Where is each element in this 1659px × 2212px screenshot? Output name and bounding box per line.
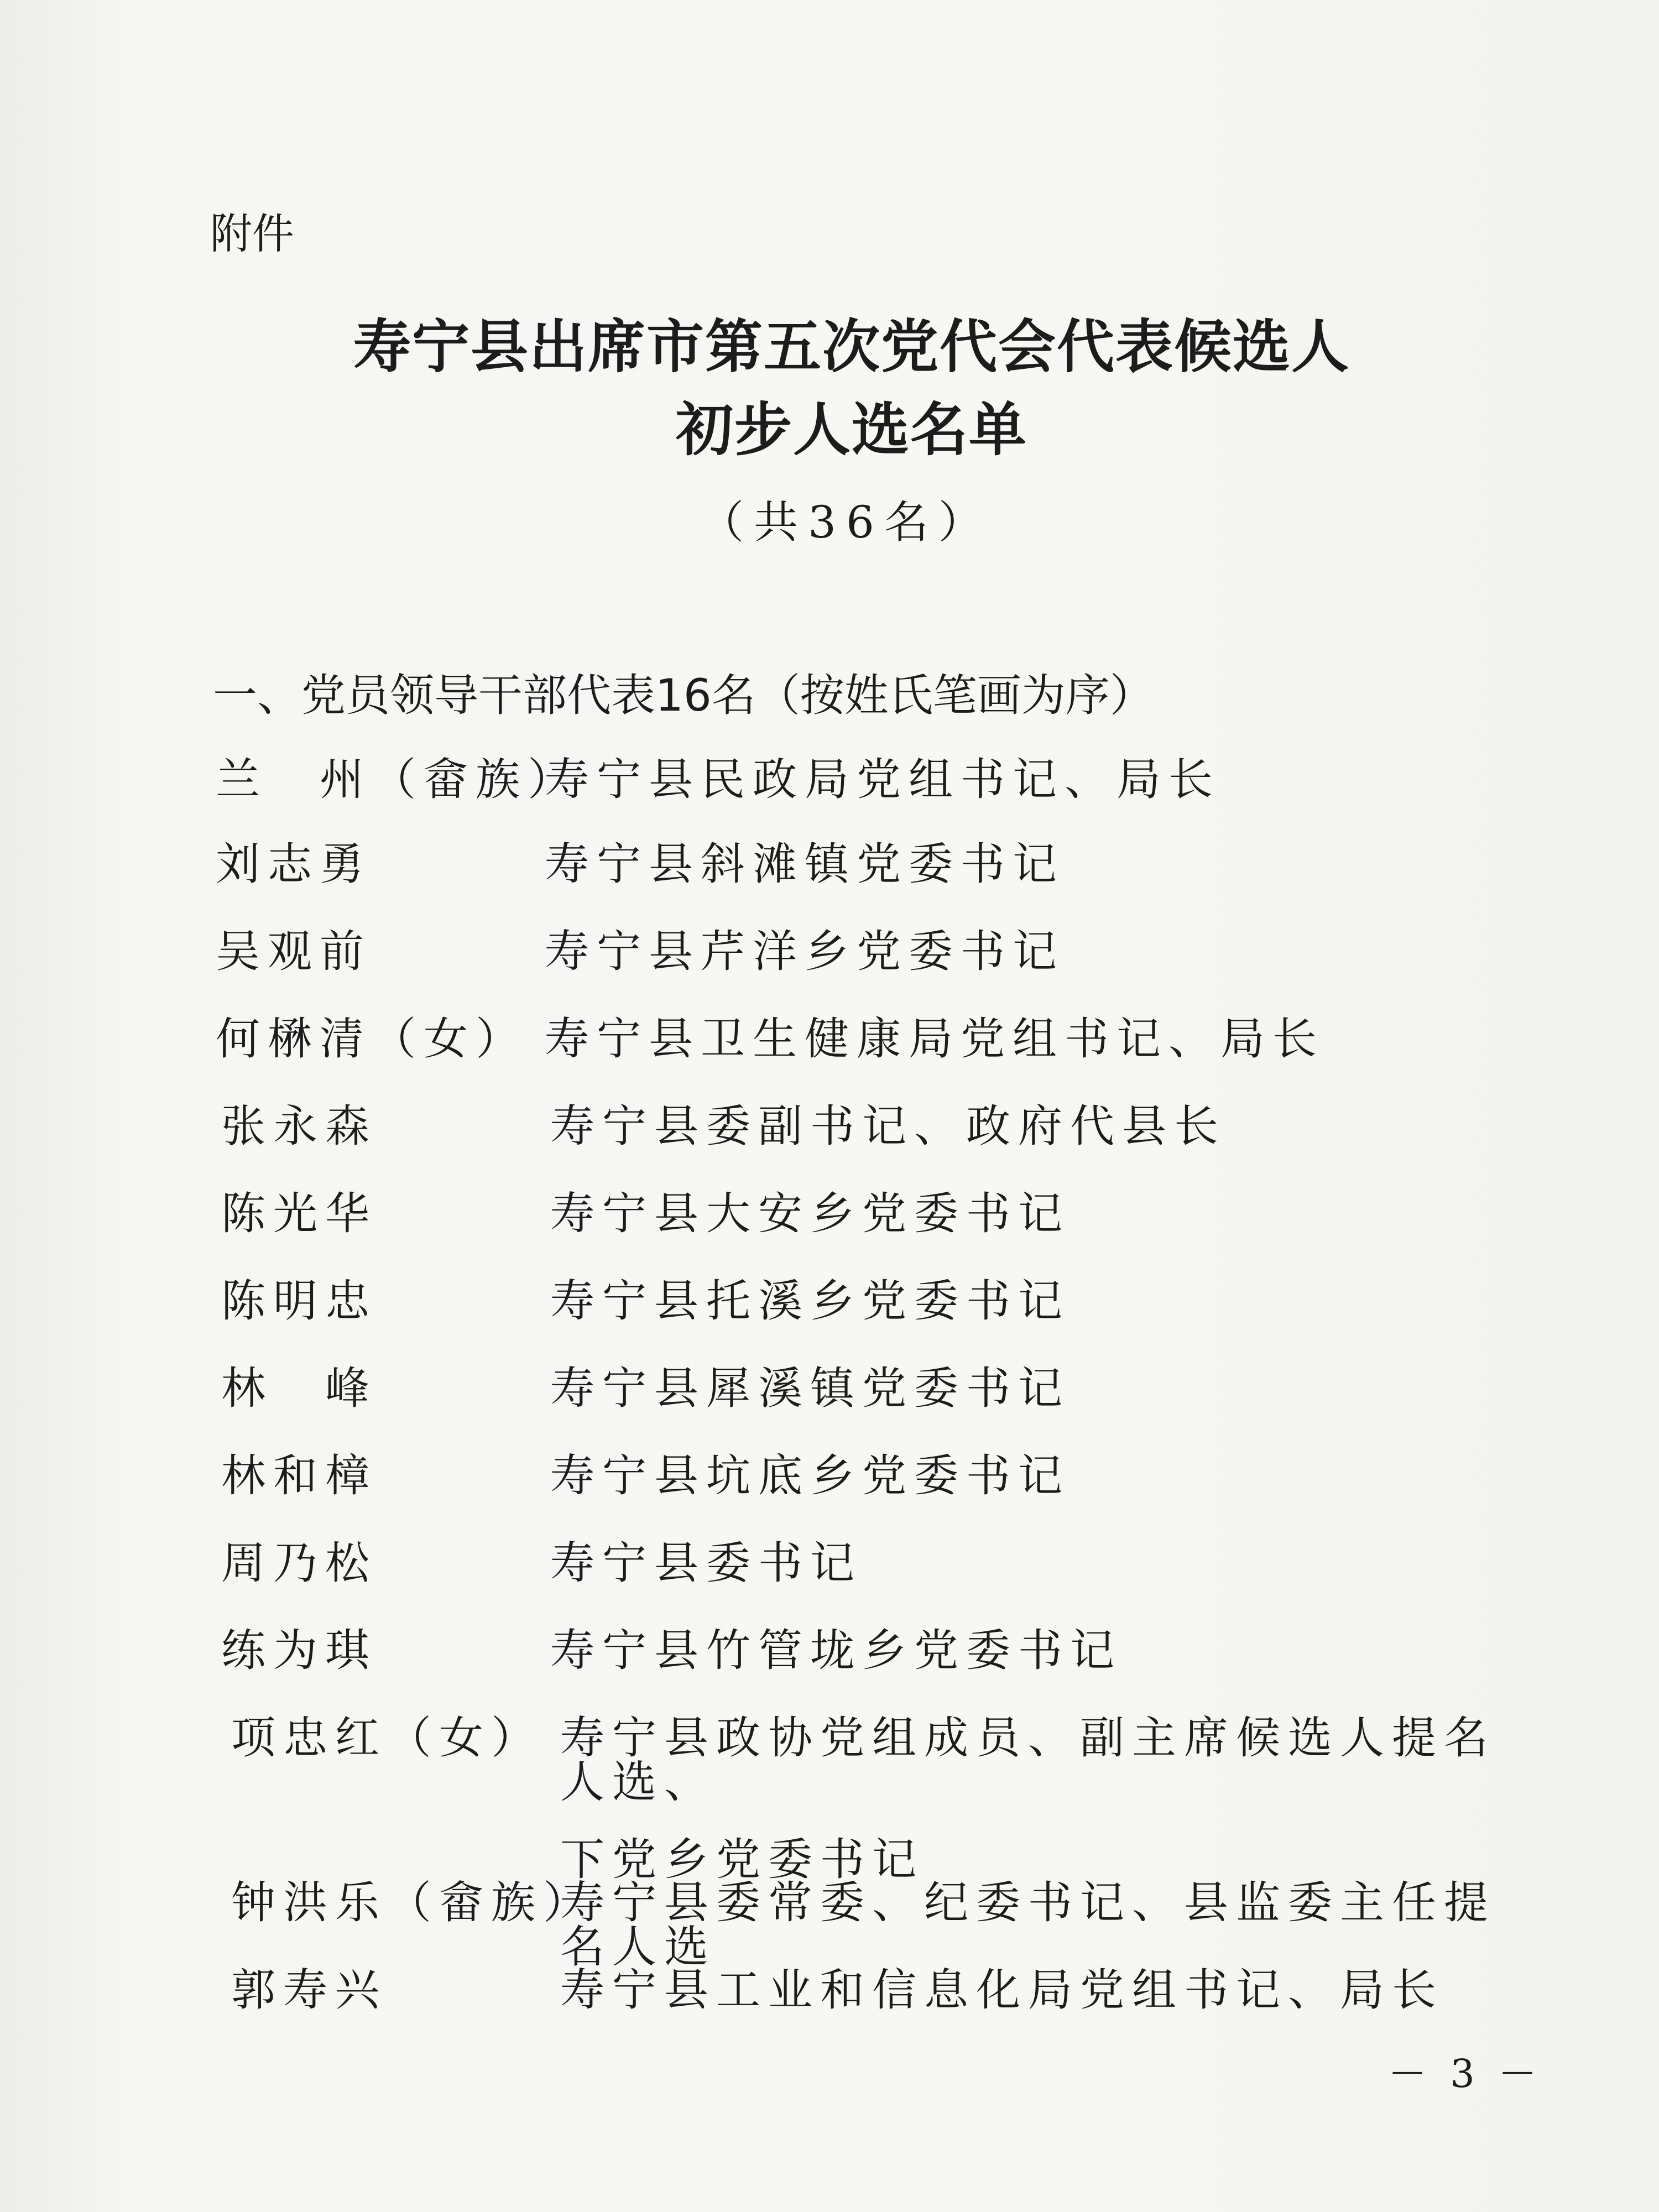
candidate-row bbox=[216, 926, 1515, 977]
candidate-row bbox=[231, 1964, 1531, 2016]
candidate-position-line1: 寿宁县竹管垅乡党委书记 bbox=[550, 1625, 1122, 1676]
candidate-name: 项忠红（女） bbox=[231, 1712, 543, 1764]
candidate-position-line1: 寿宁县卫生健康局党组书记、局长 bbox=[545, 1013, 1324, 1065]
candidate-name: 郭寿兴 bbox=[231, 1964, 387, 2016]
candidate-position bbox=[550, 1537, 1521, 1589]
candidate-count-note: （共36名） bbox=[700, 497, 993, 548]
candidate-position bbox=[560, 1964, 1531, 2016]
candidate-position-line1: 寿宁县坑底乡党委书记 bbox=[550, 1450, 1070, 1501]
attachment-label: 附件 bbox=[210, 209, 294, 258]
candidate-position bbox=[560, 1877, 1531, 1973]
section-heading: 一、党员领导干部代表16名（按姓氏笔画为序） bbox=[213, 670, 1154, 721]
candidate-row bbox=[231, 1712, 1531, 1885]
candidate-position bbox=[545, 1013, 1515, 1065]
candidate-position bbox=[545, 754, 1515, 805]
candidate-position bbox=[545, 838, 1515, 890]
candidate-name: 张永森 bbox=[221, 1100, 377, 1152]
candidate-position-line1: 寿宁县政协党组成员、副主席候选人提名人选、 bbox=[560, 1712, 1496, 1808]
candidate-position-line1: 寿宁县犀溪镇党委书记 bbox=[550, 1363, 1070, 1414]
candidate-name: 何楙清（女） bbox=[216, 1013, 528, 1065]
candidate-name: 刘志勇 bbox=[216, 838, 372, 890]
candidate-name: 练为琪 bbox=[221, 1625, 377, 1676]
candidate-name: 林和樟 bbox=[221, 1450, 377, 1501]
candidate-row bbox=[231, 1877, 1531, 1973]
candidate-row bbox=[221, 1625, 1521, 1676]
candidate-name: 周乃松 bbox=[221, 1537, 377, 1589]
candidate-position-line1: 寿宁县委副书记、政府代县长 bbox=[550, 1100, 1226, 1152]
candidate-position-line1: 寿宁县斜滩镇党委书记 bbox=[545, 838, 1065, 890]
candidate-name: 兰 州（畲族） bbox=[216, 754, 580, 805]
candidate-position-line1: 寿宁县民政局党组书记、局长 bbox=[545, 754, 1220, 805]
candidate-row bbox=[221, 1363, 1521, 1414]
candidate-position bbox=[545, 926, 1515, 977]
candidate-row bbox=[221, 1537, 1521, 1589]
candidate-name: 陈明忠 bbox=[221, 1275, 377, 1327]
candidate-row bbox=[216, 838, 1515, 890]
candidate-position-line1: 寿宁县芹洋乡党委书记 bbox=[545, 926, 1065, 977]
candidate-row bbox=[221, 1100, 1521, 1152]
candidate-position bbox=[550, 1450, 1521, 1501]
candidate-name: 吴观前 bbox=[216, 926, 372, 977]
candidate-position-line1: 寿宁县委书记 bbox=[550, 1537, 862, 1589]
document-title-line2: 初步人选名单 bbox=[675, 395, 1027, 463]
candidate-row bbox=[216, 754, 1515, 805]
candidate-position-line2: 下党乡党委书记 bbox=[560, 1834, 924, 1885]
candidate-position-line1: 寿宁县托溪乡党委书记 bbox=[550, 1275, 1070, 1327]
candidate-position bbox=[550, 1275, 1521, 1327]
candidate-position bbox=[550, 1100, 1521, 1152]
candidate-position bbox=[560, 1712, 1531, 1885]
candidate-row bbox=[221, 1450, 1521, 1501]
candidate-position-line1: 寿宁县大安乡党委书记 bbox=[550, 1188, 1070, 1239]
candidate-position-line1: 寿宁县委常委、纪委书记、县监委主任提名人选 bbox=[560, 1877, 1496, 1973]
document-title-line1: 寿宁县出席市第五次党代会代表候选人 bbox=[353, 312, 1350, 380]
candidate-name: 陈光华 bbox=[221, 1188, 377, 1239]
candidate-row bbox=[221, 1275, 1521, 1327]
candidate-position bbox=[550, 1625, 1521, 1676]
candidate-position-line1: 寿宁县工业和信息化局党组书记、局长 bbox=[560, 1964, 1444, 2016]
candidate-name: 林 峰 bbox=[221, 1363, 377, 1414]
candidate-row bbox=[216, 1013, 1515, 1065]
candidate-row bbox=[221, 1188, 1521, 1239]
candidate-name: 钟洪乐（畲族） bbox=[231, 1877, 595, 1928]
candidate-position bbox=[550, 1363, 1521, 1414]
candidate-position bbox=[550, 1188, 1521, 1239]
page-number: － 3 － bbox=[1388, 2051, 1543, 2096]
